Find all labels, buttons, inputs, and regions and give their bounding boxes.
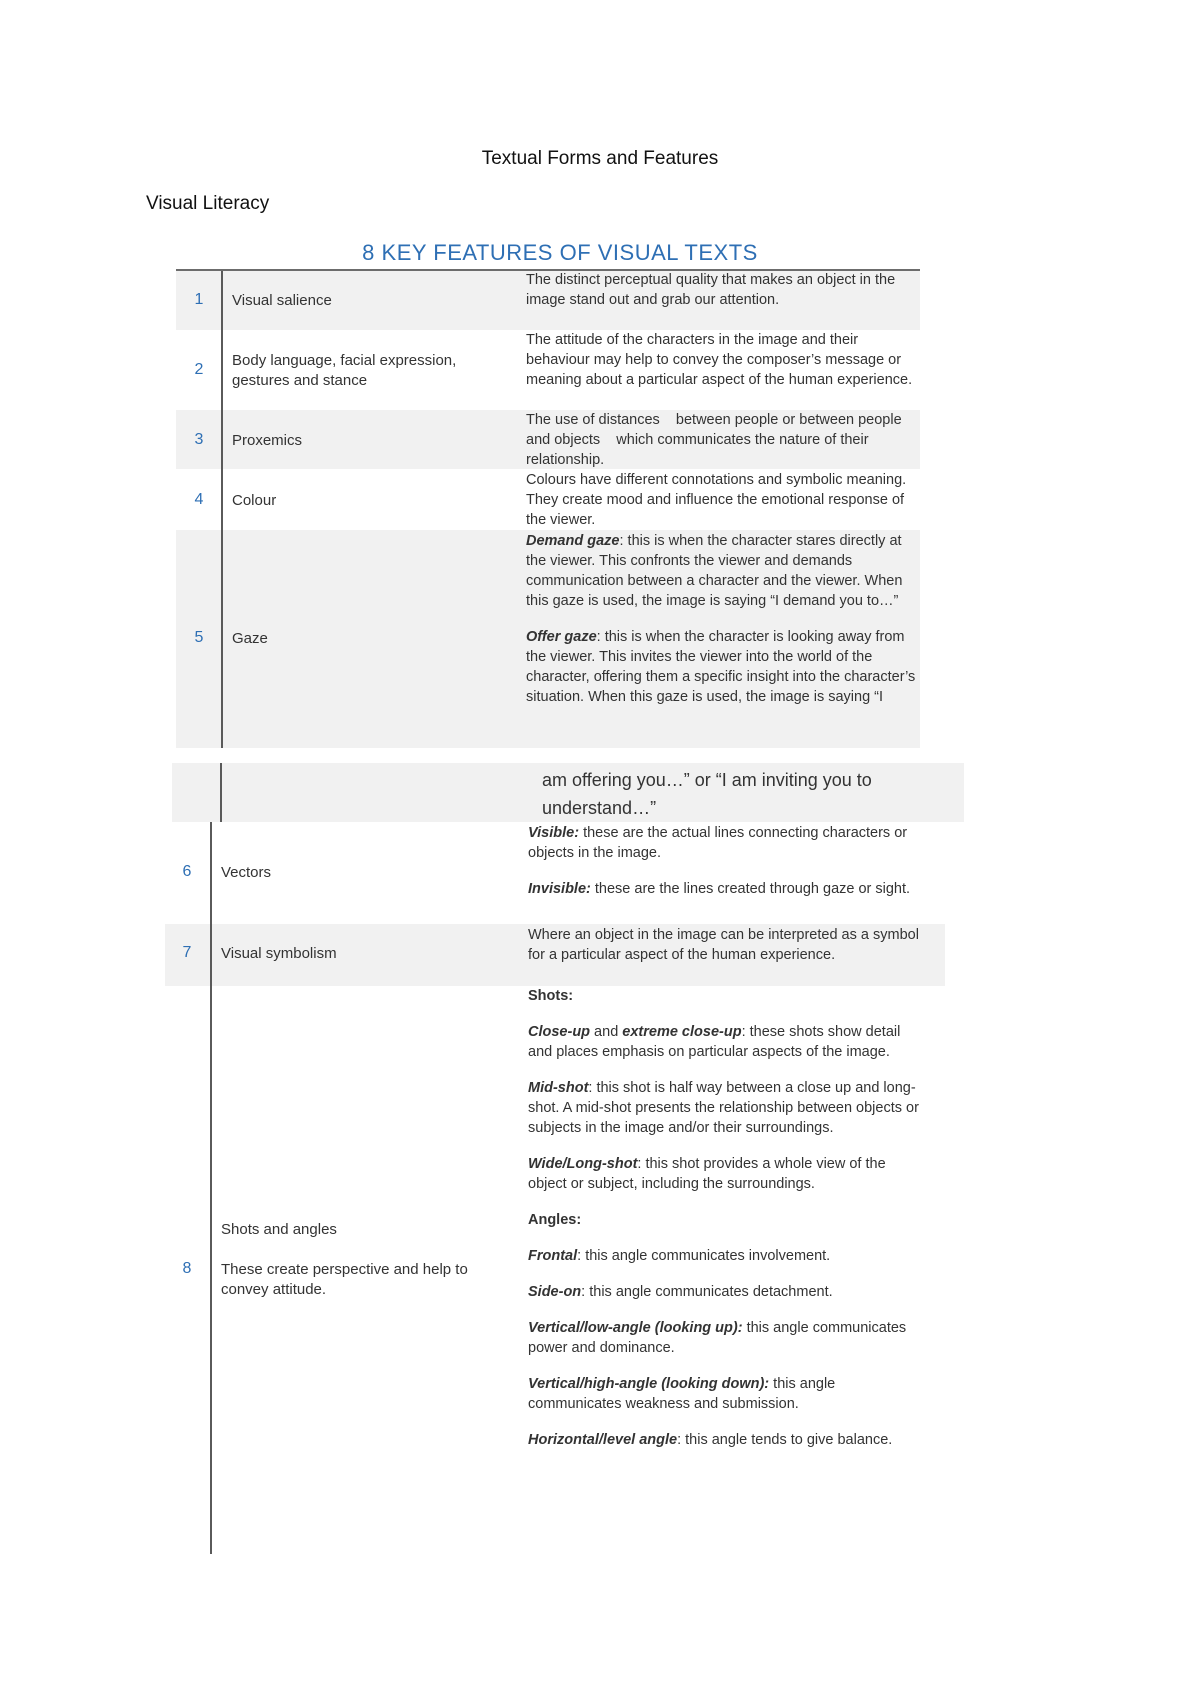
feature-description	[528, 823, 920, 899]
column-divider	[210, 822, 212, 1554]
column-divider	[220, 763, 222, 822]
feature-name: Colour	[232, 492, 277, 509]
wideshot-text: : this shot provides a whole view of the object or subject, including the surroundings.	[528, 1156, 886, 1192]
row-number: 4	[194, 491, 204, 508]
term-close-up: Close-up	[528, 1024, 591, 1040]
side-on-text: : this angle communicates detachment.	[581, 1284, 833, 1300]
feature-description: The attitude of the characters in the image and their behaviour may help to convey the composer’s message or meaning about a particular aspect of the human experience.	[526, 332, 913, 388]
invisible-text: these are the lines created through gaze or sight.	[590, 881, 911, 897]
closeup-text: : these shots show detail and places emphasis on particular aspects of the image.	[528, 1024, 901, 1060]
term-side-on: Side-on	[528, 1284, 582, 1300]
gaze-continued-text: am offering you…” or “I am inviting you to understand…”	[542, 770, 872, 818]
row-number: 8	[182, 1260, 192, 1277]
level-angle-text: : this angle tends to give balance.	[677, 1432, 893, 1448]
angles-heading: Angles:	[528, 1212, 582, 1228]
term-demand-gaze: Demand gaze	[526, 533, 620, 549]
feature-name: Vectors	[221, 864, 272, 881]
conjunction: and	[590, 1024, 623, 1040]
term-extreme-close-up: extreme close-up	[622, 1024, 742, 1040]
offer-gaze-text: : this is when the character is looking away from the viewer. This invites the viewer into the world of the character, offering them a specific insight into the character’s situation. When this gaze is used, the image is saying “I	[526, 629, 916, 705]
section-heading: Visual Literacy	[146, 193, 270, 214]
feature-name: Visual salience	[232, 292, 332, 309]
demand-gaze-text: : this is when the character stares directly at the viewer. This confronts the viewer and demands communication between a character and the viewer. When this gaze is used, the image is saying “I demand you to…”	[526, 533, 903, 609]
high-angle-text: this angle communicates weakness and submission.	[528, 1376, 836, 1412]
row-number: 7	[182, 944, 192, 961]
row-number: 1	[194, 291, 204, 308]
row-number: 5	[194, 629, 204, 646]
term-invisible: Invisible:	[528, 881, 591, 897]
visible-text: these are the actual lines connecting characters or objects in the image.	[528, 825, 908, 861]
feature-name: Body language, facial expression, gestures and stance	[232, 352, 457, 389]
document-title: Textual Forms and Features	[481, 148, 719, 169]
term-visible: Visible:	[528, 825, 580, 841]
feature-description: The use of distances between people or between people and objects which communicates the nature of their relationship.	[526, 412, 906, 468]
midshot-paragraph	[528, 1078, 923, 1138]
table-title: 8 KEY FEATURES OF VISUAL TEXTS	[362, 240, 758, 265]
low-angle-text: this angle communicates power and dominance.	[528, 1320, 907, 1356]
frontal-text: : this angle communicates involvement.	[577, 1248, 831, 1264]
shots-heading: Shots:	[528, 988, 574, 1004]
feature-description	[526, 531, 918, 707]
feature-title: Shots and angles	[221, 1221, 337, 1238]
demand-gaze-paragraph	[526, 531, 918, 611]
row-number: 2	[194, 361, 204, 378]
term-frontal: Frontal	[528, 1248, 578, 1264]
term-low-angle: Vertical/low-angle (looking up):	[528, 1320, 743, 1336]
row-number: 3	[194, 431, 204, 448]
feature-description: The distinct perceptual quality that makes an object in the image stand out and grab our attention.	[526, 272, 896, 308]
term-offer-gaze: Offer gaze	[526, 629, 597, 645]
midshot-text: : this shot is half way between a close up and long-shot. A mid-shot presents the relationship between objects or subjects in the image and/or their surroundings.	[528, 1080, 919, 1136]
feature-description	[528, 986, 923, 1450]
feature-note: These create perspective and help to convey attitude.	[221, 1261, 468, 1298]
term-level-angle: Horizontal/level angle	[528, 1432, 678, 1448]
level-angle-paragraph	[528, 1430, 923, 1450]
feature-name: Proxemics	[232, 432, 303, 449]
feature-name: Gaze	[232, 630, 268, 647]
low-angle-paragraph	[528, 1318, 923, 1358]
closeup-paragraph	[528, 1022, 923, 1062]
term-mid-shot: Mid-shot	[528, 1080, 589, 1096]
wideshot-paragraph	[528, 1154, 923, 1194]
offer-gaze-paragraph	[526, 627, 918, 707]
visible-vectors-paragraph	[528, 823, 920, 863]
feature-name: Visual symbolism	[221, 945, 337, 962]
high-angle-paragraph	[528, 1374, 923, 1414]
feature-description: Colours have different connotations and symbolic meaning. They create mood and influence the emotional response of the viewer.	[526, 472, 907, 528]
invisible-vectors-paragraph	[528, 879, 920, 899]
feature-name	[221, 1220, 516, 1300]
term-wide-shot: Wide/Long-shot	[528, 1156, 638, 1172]
feature-description: Where an object in the image can be interpreted as a symbol for a particular aspect of the human experience.	[528, 927, 919, 963]
row-number: 6	[182, 863, 192, 880]
frontal-paragraph	[528, 1246, 923, 1266]
column-divider	[221, 271, 223, 748]
side-on-paragraph	[528, 1282, 923, 1302]
term-high-angle: Vertical/high-angle (looking down):	[528, 1376, 770, 1392]
